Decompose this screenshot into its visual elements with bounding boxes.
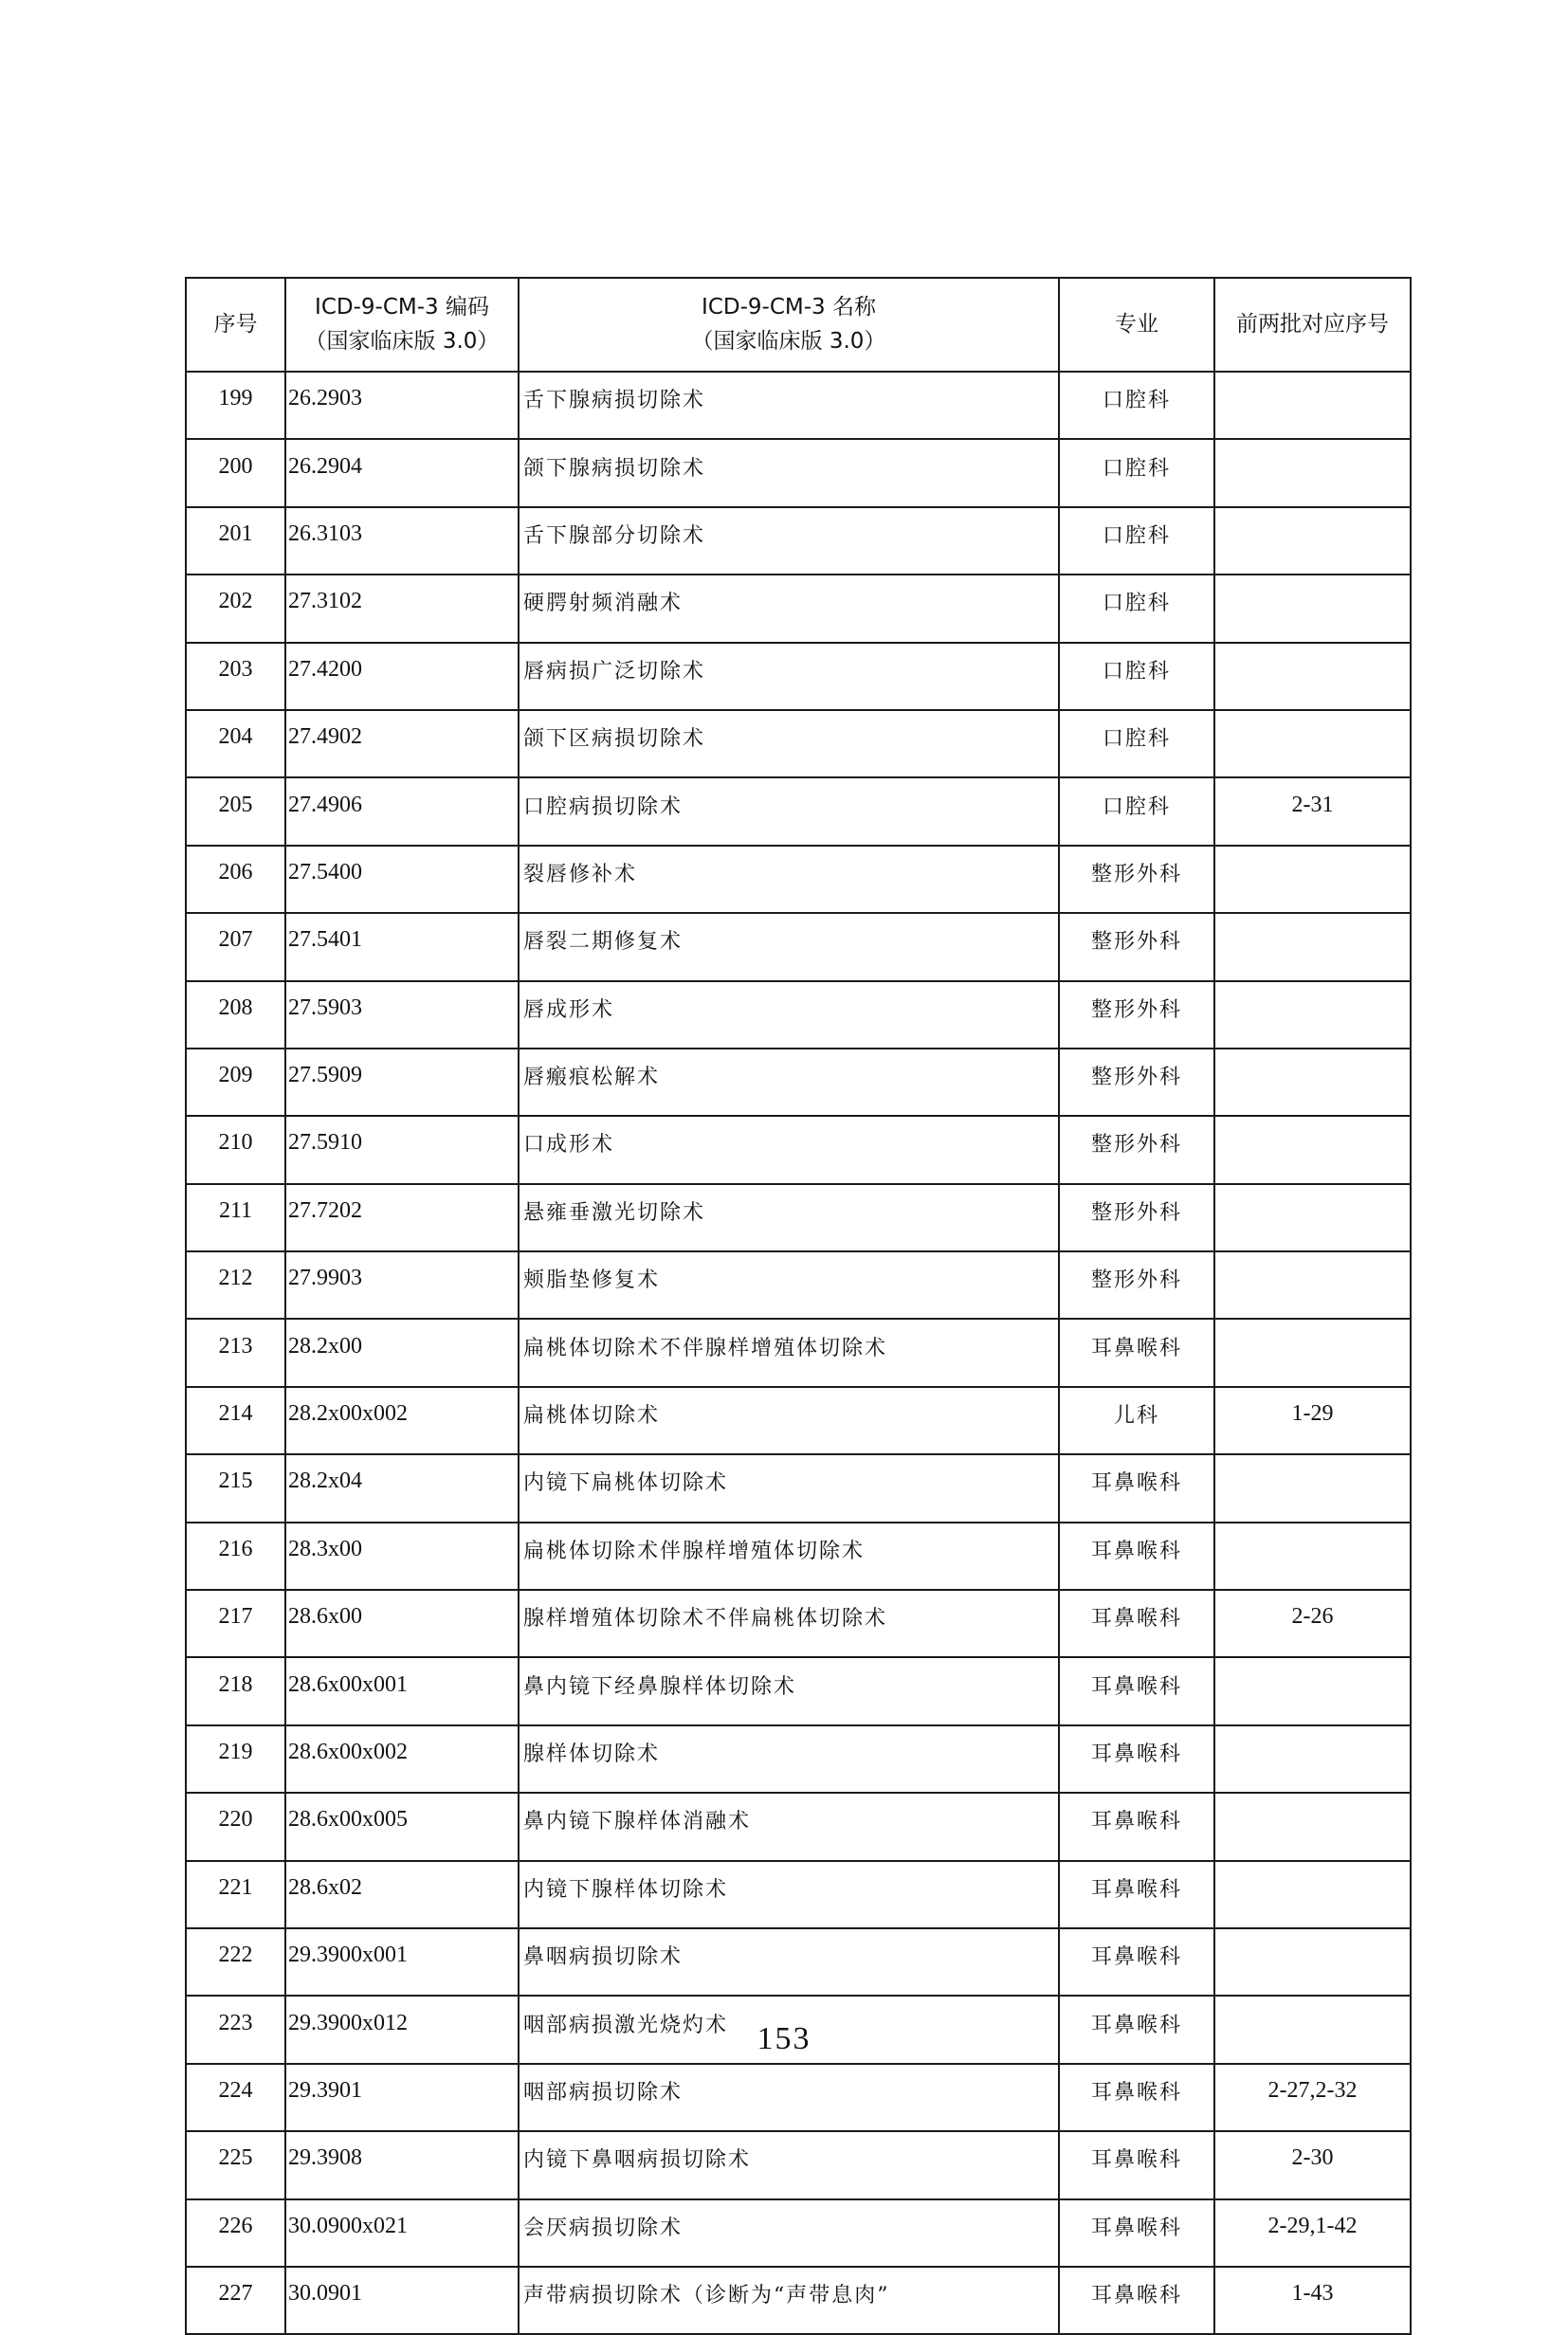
cell-code: 28.6x00x005 (285, 1793, 519, 1860)
cell-specialty: 口腔科 (1059, 777, 1214, 845)
cell-specialty: 耳鼻喉科 (1059, 2199, 1214, 2267)
cell-prev (1214, 507, 1411, 575)
cell-name: 鼻内镜下腺样体消融术 (519, 1793, 1059, 1860)
cell-name: 内镜下扁桃体切除术 (519, 1454, 1059, 1522)
cell-specialty: 耳鼻喉科 (1059, 1861, 1214, 1928)
cell-specialty: 整形外科 (1059, 846, 1214, 913)
table-row (186, 1793, 1411, 1860)
cell-code: 28.2x00 (285, 1319, 519, 1386)
cell-seq: 220 (186, 1793, 285, 1860)
cell-code: 26.3103 (285, 507, 519, 575)
cell-code: 27.3102 (285, 575, 519, 642)
table-row (186, 1657, 1411, 1724)
table-row (186, 1725, 1411, 1793)
cell-name: 腺样体切除术 (519, 1725, 1059, 1793)
cell-prev (1214, 575, 1411, 642)
cell-code: 28.3x00 (285, 1523, 519, 1590)
cell-specialty: 口腔科 (1059, 507, 1214, 575)
cell-prev (1214, 1793, 1411, 1860)
cell-seq: 214 (186, 1387, 285, 1454)
cell-specialty: 整形外科 (1059, 981, 1214, 1049)
cell-code: 27.4200 (285, 643, 519, 710)
cell-name: 扁桃体切除术伴腺样增殖体切除术 (519, 1523, 1059, 1590)
cell-prev (1214, 1319, 1411, 1386)
header-name-line1: ICD-9-CM-3 名称 (702, 294, 876, 319)
cell-prev (1214, 1184, 1411, 1251)
cell-specialty: 口腔科 (1059, 439, 1214, 506)
cell-specialty: 耳鼻喉科 (1059, 2267, 1214, 2334)
table-row (186, 1590, 1411, 1657)
table-row (186, 372, 1411, 439)
cell-prev (1214, 1657, 1411, 1724)
cell-specialty: 耳鼻喉科 (1059, 1928, 1214, 1996)
cell-name: 唇病损广泛切除术 (519, 643, 1059, 710)
table-row (186, 710, 1411, 777)
header-code (285, 278, 519, 372)
table-row (186, 1319, 1411, 1386)
cell-code: 28.6x00x002 (285, 1725, 519, 1793)
cell-prev (1214, 1049, 1411, 1116)
cell-seq: 201 (186, 507, 285, 575)
cell-prev (1214, 1454, 1411, 1522)
cell-name: 唇裂二期修复术 (519, 913, 1059, 980)
table-row (186, 2064, 1411, 2131)
cell-code: 29.3900x012 (285, 1996, 519, 2063)
cell-prev (1214, 643, 1411, 710)
cell-name: 腺样增殖体切除术不伴扁桃体切除术 (519, 1590, 1059, 1657)
cell-specialty: 口腔科 (1059, 643, 1214, 710)
cell-name: 口腔病损切除术 (519, 777, 1059, 845)
cell-name: 鼻咽病损切除术 (519, 1928, 1059, 1996)
cell-seq: 222 (186, 1928, 285, 1996)
cell-name: 舌下腺部分切除术 (519, 507, 1059, 575)
cell-specialty: 整形外科 (1059, 1251, 1214, 1319)
table-row (186, 2199, 1411, 2267)
table-row (186, 439, 1411, 506)
cell-code: 27.5400 (285, 846, 519, 913)
cell-code: 26.2903 (285, 372, 519, 439)
cell-name: 内镜下腺样体切除术 (519, 1861, 1059, 1928)
cell-seq: 223 (186, 1996, 285, 2063)
table-row (186, 846, 1411, 913)
cell-specialty: 耳鼻喉科 (1059, 1319, 1214, 1386)
cell-code: 27.9903 (285, 1251, 519, 1319)
cell-prev (1214, 981, 1411, 1049)
cell-code: 29.3908 (285, 2131, 519, 2198)
cell-seq: 209 (186, 1049, 285, 1116)
cell-name: 声带病损切除术（诊断为“声带息肉” (519, 2267, 1059, 2334)
cell-seq: 216 (186, 1523, 285, 1590)
cell-specialty: 耳鼻喉科 (1059, 1454, 1214, 1522)
cell-seq: 210 (186, 1116, 285, 1183)
table-row (186, 913, 1411, 980)
cell-prev (1214, 372, 1411, 439)
cell-prev (1214, 439, 1411, 506)
cell-seq: 218 (186, 1657, 285, 1724)
cell-name: 颌下区病损切除术 (519, 710, 1059, 777)
cell-name: 口成形术 (519, 1116, 1059, 1183)
cell-code: 29.3900x001 (285, 1928, 519, 1996)
cell-code: 26.2904 (285, 439, 519, 506)
cell-prev: 1-29 (1214, 1387, 1411, 1454)
cell-code: 30.0901 (285, 2267, 519, 2334)
cell-name: 裂唇修补术 (519, 846, 1059, 913)
cell-name: 颊脂垫修复术 (519, 1251, 1059, 1319)
cell-code: 28.6x00 (285, 1590, 519, 1657)
cell-prev: 1-43 (1214, 2267, 1411, 2334)
cell-name: 硬腭射频消融术 (519, 575, 1059, 642)
table-row (186, 575, 1411, 642)
cell-specialty: 儿科 (1059, 1387, 1214, 1454)
header-name-line2: （国家临床版 3.0） (691, 328, 886, 354)
cell-specialty: 耳鼻喉科 (1059, 1793, 1214, 1860)
cell-specialty: 耳鼻喉科 (1059, 1657, 1214, 1724)
cell-code: 29.3901 (285, 2064, 519, 2131)
cell-seq: 227 (186, 2267, 285, 2334)
cell-code: 28.2x04 (285, 1454, 519, 1522)
cell-seq: 212 (186, 1251, 285, 1319)
cell-name: 咽部病损激光烧灼术 (519, 1996, 1059, 2063)
cell-seq: 224 (186, 2064, 285, 2131)
cell-specialty: 整形外科 (1059, 1184, 1214, 1251)
cell-prev (1214, 913, 1411, 980)
table-row (186, 1251, 1411, 1319)
cell-seq: 207 (186, 913, 285, 980)
cell-seq: 203 (186, 643, 285, 710)
table-row (186, 1387, 1411, 1454)
page-number: 153 (757, 2021, 811, 2056)
table-row (186, 1049, 1411, 1116)
cell-prev (1214, 1725, 1411, 1793)
cell-code: 28.2x00x002 (285, 1387, 519, 1454)
cell-name: 鼻内镜下经鼻腺样体切除术 (519, 1657, 1059, 1724)
cell-specialty: 耳鼻喉科 (1059, 2131, 1214, 2198)
header-code-line1: ICD-9-CM-3 编码 (315, 294, 489, 319)
table-row (186, 981, 1411, 1049)
cell-specialty: 整形外科 (1059, 1116, 1214, 1183)
cell-prev: 2-27,2-32 (1214, 2064, 1411, 2131)
cell-seq: 204 (186, 710, 285, 777)
header-code-line2: （国家临床版 3.0） (304, 328, 500, 354)
cell-code: 27.4902 (285, 710, 519, 777)
table-row (186, 1928, 1411, 1996)
cell-name: 颌下腺病损切除术 (519, 439, 1059, 506)
cell-prev: 2-29,1-42 (1214, 2199, 1411, 2267)
cell-specialty: 口腔科 (1059, 575, 1214, 642)
cell-seq: 202 (186, 575, 285, 642)
cell-specialty: 口腔科 (1059, 710, 1214, 777)
cell-code: 27.5910 (285, 1116, 519, 1183)
table-row (186, 1861, 1411, 1928)
table-row (186, 777, 1411, 845)
cell-specialty: 耳鼻喉科 (1059, 1725, 1214, 1793)
cell-specialty: 耳鼻喉科 (1059, 1996, 1214, 2063)
cell-prev (1214, 1928, 1411, 1996)
table-row (186, 1184, 1411, 1251)
cell-specialty: 耳鼻喉科 (1059, 1590, 1214, 1657)
cell-name: 唇成形术 (519, 981, 1059, 1049)
cell-prev: 2-26 (1214, 1590, 1411, 1657)
cell-code: 28.6x00x001 (285, 1657, 519, 1724)
table-row (186, 1116, 1411, 1183)
cell-name: 唇瘢痕松解术 (519, 1049, 1059, 1116)
cell-prev: 2-30 (1214, 2131, 1411, 2198)
header-specialty: 专业 (1059, 278, 1214, 372)
cell-name: 悬雍垂激光切除术 (519, 1184, 1059, 1251)
cell-specialty: 口腔科 (1059, 372, 1214, 439)
table-row (186, 507, 1411, 575)
cell-name: 扁桃体切除术不伴腺样增殖体切除术 (519, 1319, 1059, 1386)
header-prev: 前两批对应序号 (1214, 278, 1411, 372)
cell-prev (1214, 1523, 1411, 1590)
cell-prev (1214, 1861, 1411, 1928)
cell-prev (1214, 846, 1411, 913)
cell-specialty: 整形外科 (1059, 913, 1214, 980)
cell-seq: 199 (186, 372, 285, 439)
cell-seq: 226 (186, 2199, 285, 2267)
cell-seq: 205 (186, 777, 285, 845)
table-row (186, 2131, 1411, 2198)
cell-seq: 208 (186, 981, 285, 1049)
cell-code: 28.6x02 (285, 1861, 519, 1928)
cell-seq: 213 (186, 1319, 285, 1386)
cell-prev (1214, 1251, 1411, 1319)
cell-seq: 221 (186, 1861, 285, 1928)
cell-code: 27.4906 (285, 777, 519, 845)
header-seq: 序号 (186, 278, 285, 372)
table-header-row (186, 278, 1411, 372)
header-name (519, 278, 1059, 372)
cell-code: 27.7202 (285, 1184, 519, 1251)
cell-code: 27.5401 (285, 913, 519, 980)
cell-seq: 215 (186, 1454, 285, 1522)
cell-code: 27.5909 (285, 1049, 519, 1116)
cell-name: 扁桃体切除术 (519, 1387, 1059, 1454)
table-row (186, 643, 1411, 710)
cell-seq: 225 (186, 2131, 285, 2198)
cell-prev (1214, 1116, 1411, 1183)
table-row (186, 1523, 1411, 1590)
cell-name: 内镜下鼻咽病损切除术 (519, 2131, 1059, 2198)
table-row (186, 1454, 1411, 1522)
cell-seq: 206 (186, 846, 285, 913)
table-row (186, 2267, 1411, 2334)
cell-specialty: 耳鼻喉科 (1059, 1523, 1214, 1590)
cell-seq: 217 (186, 1590, 285, 1657)
cell-name: 咽部病损切除术 (519, 2064, 1059, 2131)
cell-prev (1214, 710, 1411, 777)
cell-name: 舌下腺病损切除术 (519, 372, 1059, 439)
cell-prev: 2-31 (1214, 777, 1411, 845)
cell-seq: 211 (186, 1184, 285, 1251)
cell-name: 会厌病损切除术 (519, 2199, 1059, 2267)
cell-specialty: 耳鼻喉科 (1059, 2064, 1214, 2131)
cell-code: 27.5903 (285, 981, 519, 1049)
cell-seq: 219 (186, 1725, 285, 1793)
cell-specialty: 整形外科 (1059, 1049, 1214, 1116)
cell-code: 30.0900x021 (285, 2199, 519, 2267)
cell-seq: 200 (186, 439, 285, 506)
